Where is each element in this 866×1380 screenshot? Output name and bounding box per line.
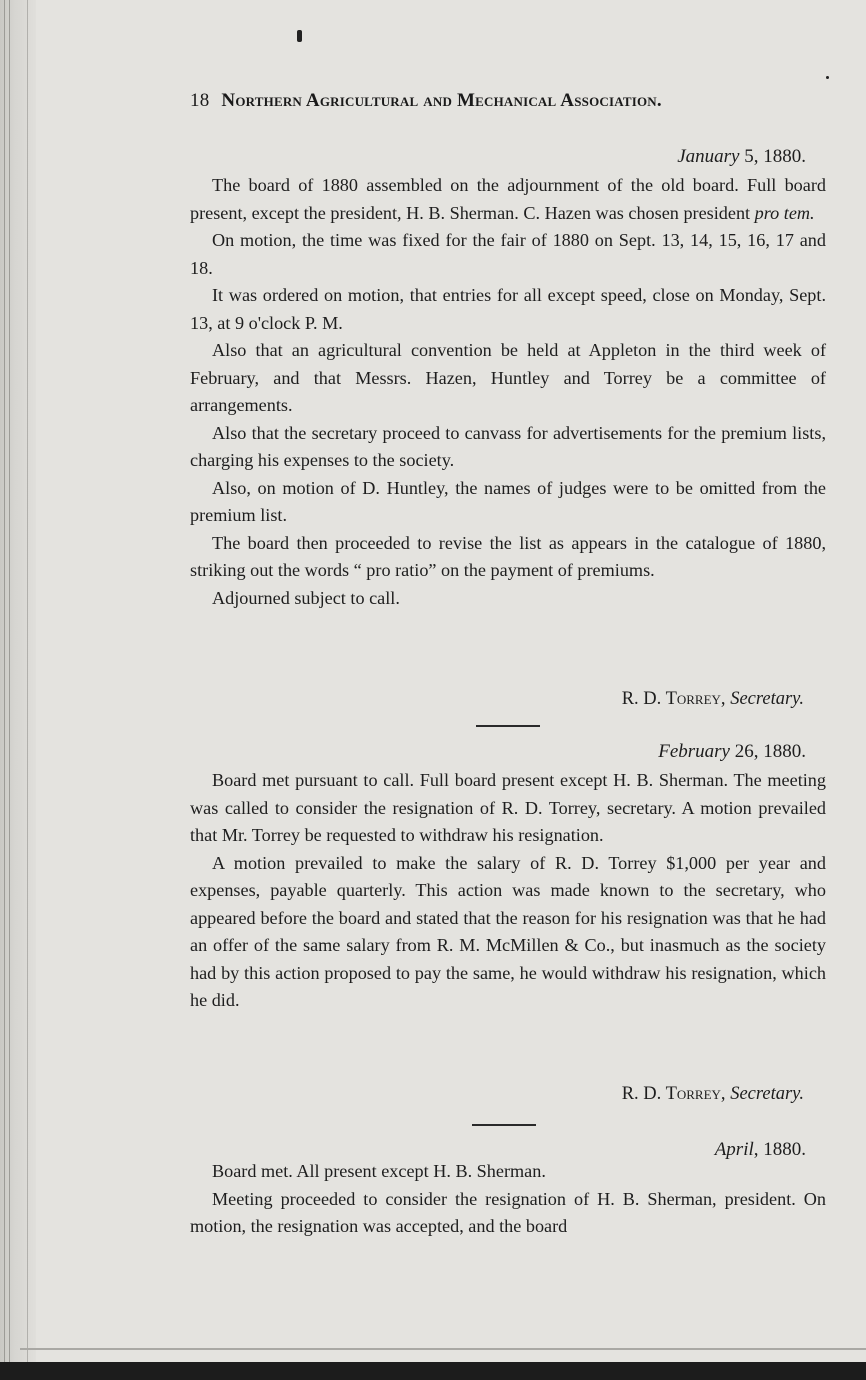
gutter-line xyxy=(9,0,10,1362)
paragraph: It was ordered on motion, that entries for all except speed, close on Monday, Sept. 13, at 9 o'clock P. M. xyxy=(190,285,826,333)
paragraph: The board of 1880 assembled on the adjournment of the old board. Full board present, except the president, H. B. Sherman. C. Hazen was chosen president pro tem. xyxy=(190,175,826,223)
gutter-line xyxy=(27,0,28,1362)
paragraph: On motion, the time was fixed for the fair of 1880 on Sept. 13, 14, 15, 16, 17 and 18. xyxy=(190,230,826,278)
entry-date-february: February 26, 1880. xyxy=(658,741,806,762)
section-rule xyxy=(476,725,540,727)
paragraph: Board met. All present except H. B. Sherman. xyxy=(212,1161,546,1181)
paragraph: Meeting proceeded to consider the resignation of H. B. Sherman, president. On motion, the resignation was accepted, and the board xyxy=(190,1188,826,1236)
ink-speck xyxy=(826,76,829,79)
ink-speck xyxy=(297,30,302,42)
paragraph: Adjourned subject to call. xyxy=(212,587,400,608)
paragraph: Also, on motion of D. Huntley, the names of judges were to be omitted from the premium list. xyxy=(190,477,826,525)
paragraph: Board met pursuant to call. Full board present except H. B. Sherman. The meeting was called to consider the resignation of R. D. Torrey, secretary. A motion prevailed that Mr. Torrey be requested to withdraw his resignation. xyxy=(190,770,826,845)
entry-date-january: January 5, 1880. xyxy=(677,146,806,167)
binding-gutter xyxy=(0,0,36,1362)
paragraph: A motion prevailed to make the salary of R. D. Torrey $1,000 per year and expenses, payable quarterly. This action was made known to the secretary, who appeared before the board and stated that the reason for his resignation was that he had an offer of the same salary from R. M. McMillen & Co., but inasmuch as the society had by this action proposed to pay the same, he would withdraw his resignation, which he did. xyxy=(190,852,826,1010)
running-header xyxy=(190,90,830,112)
paragraph: Also that the secretary proceed to canvass for advertisements for the premium lists, charging his expenses to the society. xyxy=(190,422,826,470)
page-number: 18 xyxy=(190,90,210,111)
paragraph: Also that an agricultural convention be held at Appleton in the third week of February, and that Messrs. Hazen, Huntley and Torrey be a committee of arrangements. xyxy=(190,340,826,415)
gutter-line xyxy=(4,0,5,1362)
entry-date-april: April, 1880. xyxy=(714,1139,806,1160)
section-rule xyxy=(472,1124,536,1126)
page-edge xyxy=(20,1348,866,1350)
entry-january-text xyxy=(190,172,826,612)
entry-february-text xyxy=(190,767,826,1015)
signature-secretary: R. D. Torrey, Secretary. xyxy=(621,689,804,709)
paragraph: The board then proceeded to revise the list as appears in the catalogue of 1880, striking out the words “ pro ratio” on the payment of premiums. xyxy=(190,532,826,580)
signature-secretary: R. D. Torrey, Secretary. xyxy=(621,1084,804,1104)
entry-april-text xyxy=(190,1158,826,1241)
running-title: Northern Agricultural and Mechanical Association. xyxy=(221,90,662,111)
